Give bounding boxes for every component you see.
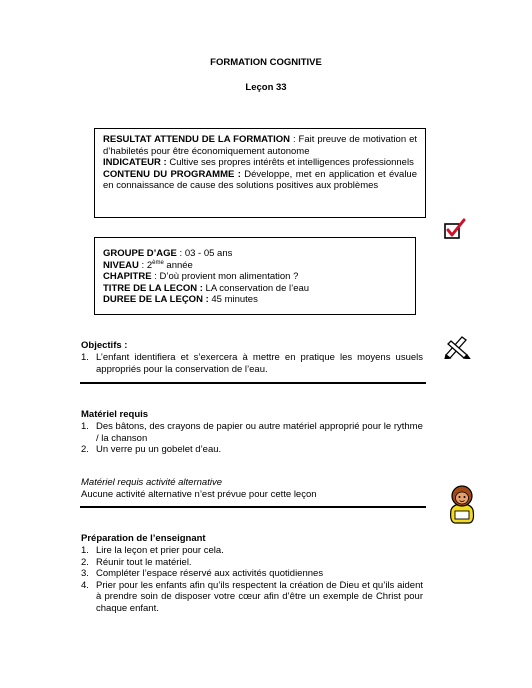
document-title: FORMATION COGNITIVE: [210, 57, 322, 68]
resultat-label: RESULTAT ATTENDU DE LA FORMATION: [103, 134, 290, 145]
indicateur-line: [103, 157, 417, 169]
niveau-post: année: [163, 259, 193, 271]
objectifs-list: [81, 352, 423, 375]
groupe-label: GROUPE D’AGE: [103, 248, 177, 259]
formation-box: [94, 128, 426, 218]
list-item: [81, 444, 427, 456]
niveau-pre: : 2: [138, 259, 153, 271]
list-item: [81, 557, 423, 569]
materiel-list: [81, 421, 427, 456]
list-item: [81, 545, 423, 557]
duree-line: [103, 294, 407, 306]
resultat-line: [103, 134, 417, 157]
titre-label: TITRE DE LA LECON :: [103, 282, 203, 294]
contenu-text: Développe, met en application et évalue en connaissance de cause des solutions positives aux problèmes: [103, 168, 417, 191]
preparation-heading: Préparation de l’enseignant: [81, 533, 206, 544]
contenu-line: [103, 169, 417, 192]
lesson-number: Leçon 33: [245, 82, 287, 93]
niveau-sup: ème: [152, 259, 164, 266]
duree-label: DUREE DE LA LEÇON :: [103, 294, 209, 305]
item-number: 3.: [81, 568, 89, 579]
list-item: [81, 352, 423, 375]
item-text: Un verre pu un gobelet d’eau.: [96, 444, 222, 455]
objectifs-heading: Objectifs :: [81, 340, 128, 351]
niveau-line: [103, 260, 407, 272]
item-number: 1.: [81, 545, 89, 556]
titre-text: LA conservation de l’eau: [202, 282, 310, 294]
teacher-figure-icon: [445, 484, 479, 524]
titre-line: [103, 283, 407, 295]
contenu-label: CONTENU DU PROGRAMME :: [103, 168, 241, 180]
alt-materiel-text: Aucune activité alternative n’est prévue pour cette leçon: [81, 489, 317, 500]
section-divider: [80, 382, 426, 384]
groupe-line: [103, 248, 407, 260]
list-item: [81, 568, 423, 580]
item-text: Lire la leçon et prier pour cela.: [96, 545, 224, 556]
list-item: [81, 421, 427, 444]
item-text: Prier pour les enfants afin qu’ils respectent la création de Dieu et qu’ils aident à prendre soin de disposer votre cœur afin d’être un exemple de Christ pour chaque enfant.: [96, 579, 423, 614]
item-number: 2.: [81, 444, 89, 455]
item-text: Compléter l’espace réservé aux activités quotidiennes: [96, 568, 324, 579]
list-item: [81, 580, 423, 615]
materiel-heading: Matériel requis: [81, 409, 149, 420]
item-number: 2.: [81, 556, 89, 568]
item-text: Des bâtons, des crayons de papier ou autre matériel approprié pour le rythme / la chanson: [96, 421, 423, 444]
resultat-text: : Fait preuve de motivation et d’habiletés pour être économiquement autonome: [103, 134, 417, 157]
duree-text: 45 minutes: [208, 294, 258, 305]
item-number: 1.: [81, 421, 89, 432]
item-number: 1.: [81, 352, 89, 363]
chapitre-label: CHAPITRE: [103, 271, 152, 282]
section-divider: [80, 506, 426, 508]
checked-box-icon: [444, 218, 466, 242]
groupe-text: : 03 - 05 ans: [176, 248, 233, 259]
niveau-label: NIVEAU: [103, 259, 139, 271]
crossed-pencils-icon: [443, 333, 471, 359]
chapitre-text: : D’où provient mon alimentation ?: [151, 271, 299, 282]
preparation-list: [81, 545, 423, 614]
item-text: Réunir tout le matériel.: [96, 556, 192, 568]
lesson-info-box: [94, 237, 416, 315]
indicateur-label: INDICATEUR :: [103, 157, 167, 168]
indicateur-text: Cultive ses propres intérêts et intelligences professionnels: [166, 157, 414, 168]
item-number: 4.: [81, 579, 89, 591]
chapitre-line: [103, 271, 407, 283]
alt-materiel-heading: Matériel requis activité alternative: [81, 477, 222, 488]
item-text: L’enfant identifiera et s’exercera à mettre en pratique les moyens usuels appropriés pour la conservation de l’eau.: [96, 352, 423, 375]
